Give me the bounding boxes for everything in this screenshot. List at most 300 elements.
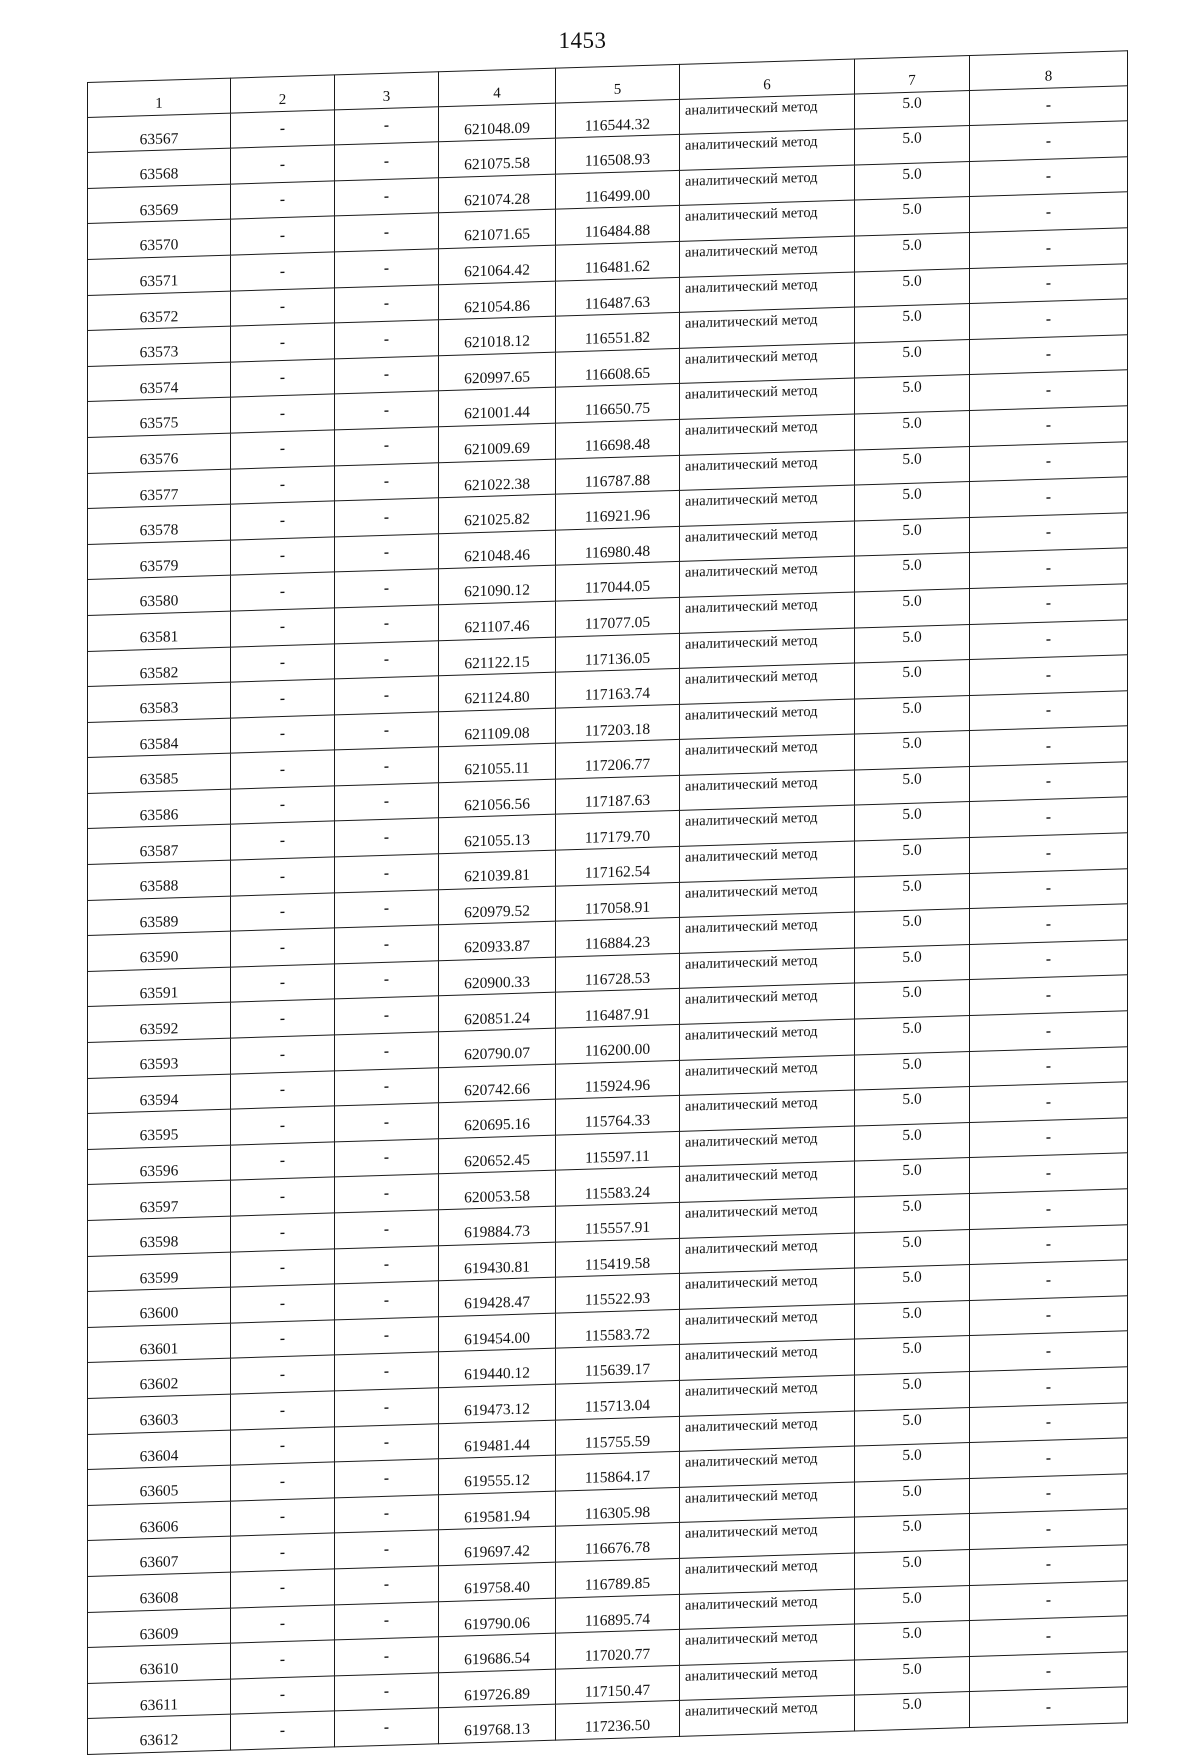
column-8-cell: - xyxy=(970,441,1128,481)
method-cell: аналитический метод xyxy=(680,1197,855,1238)
point-number-cell: 63612 xyxy=(88,1714,231,1754)
y-coordinate-cell: 116305.98 xyxy=(556,1487,680,1526)
column-3-cell: - xyxy=(335,178,439,217)
method-cell: аналитический метод xyxy=(680,948,855,989)
x-coordinate-cell: 621018.12 xyxy=(439,316,556,355)
accuracy-cell: 5.0 xyxy=(855,446,970,485)
point-number-cell: 63608 xyxy=(88,1572,231,1612)
x-coordinate-cell: 619430.81 xyxy=(439,1242,556,1281)
column-3-cell: - xyxy=(335,605,439,644)
column-header: 4 xyxy=(439,68,556,106)
point-number-cell: 63584 xyxy=(88,718,231,758)
y-coordinate-cell: 116487.63 xyxy=(556,277,680,316)
point-number-cell: 63573 xyxy=(88,326,231,366)
accuracy-cell: 5.0 xyxy=(855,410,970,449)
y-coordinate-cell: 115583.24 xyxy=(556,1167,680,1206)
accuracy-cell: 5.0 xyxy=(855,766,970,805)
x-coordinate-cell: 619481.44 xyxy=(439,1420,556,1459)
column-2-cell: - xyxy=(231,394,335,433)
column-3-cell: - xyxy=(335,356,439,395)
accuracy-cell: 5.0 xyxy=(855,1621,970,1660)
x-coordinate-cell: 621074.28 xyxy=(439,174,556,213)
column-3-cell: - xyxy=(335,925,439,964)
point-number-cell: 63570 xyxy=(88,219,231,259)
column-3-cell: - xyxy=(335,1174,439,1213)
method-cell: аналитический метод xyxy=(680,165,855,206)
column-2-cell: - xyxy=(231,572,335,611)
column-3-cell: - xyxy=(335,1139,439,1178)
accuracy-cell: 5.0 xyxy=(855,304,970,343)
method-cell: аналитический метод xyxy=(680,129,855,170)
column-header: 5 xyxy=(556,64,680,102)
column-2-cell: - xyxy=(231,216,335,255)
accuracy-cell: 5.0 xyxy=(855,838,970,877)
column-3-cell: - xyxy=(335,142,439,181)
column-8-cell: - xyxy=(970,228,1128,268)
column-8-cell: - xyxy=(970,1616,1128,1656)
accuracy-cell: 5.0 xyxy=(855,944,970,983)
y-coordinate-cell: 117163.74 xyxy=(556,668,680,707)
method-cell: аналитический метод xyxy=(680,94,855,135)
y-coordinate-cell: 116551.82 xyxy=(556,313,680,352)
x-coordinate-cell: 620652.45 xyxy=(439,1135,556,1174)
y-coordinate-cell: 116698.48 xyxy=(556,419,680,458)
column-8-cell: - xyxy=(970,1118,1128,1158)
page-number: 1453 xyxy=(558,28,607,53)
point-number-cell: 63582 xyxy=(88,647,231,687)
column-2-cell: - xyxy=(231,1676,335,1715)
point-number-cell: 63604 xyxy=(88,1430,231,1470)
column-2-cell: - xyxy=(231,430,335,469)
table-body xyxy=(88,85,1128,1754)
column-3-cell: - xyxy=(335,889,439,928)
column-3-cell: - xyxy=(335,783,439,822)
column-2-cell: - xyxy=(231,1320,335,1359)
column-8-cell: - xyxy=(970,762,1128,802)
column-3-cell: - xyxy=(335,213,439,252)
accuracy-cell: 5.0 xyxy=(855,731,970,770)
accuracy-cell: 5.0 xyxy=(855,802,970,841)
y-coordinate-cell: 117187.63 xyxy=(556,775,680,814)
column-header: 2 xyxy=(231,75,335,113)
column-8-cell: - xyxy=(970,1082,1128,1122)
method-cell: аналитический метод xyxy=(680,485,855,526)
accuracy-cell: 5.0 xyxy=(855,197,970,236)
column-8-cell: - xyxy=(970,263,1128,303)
point-number-cell: 63611 xyxy=(88,1679,231,1719)
point-number-cell: 63596 xyxy=(88,1145,231,1185)
column-8-cell: - xyxy=(970,1473,1128,1513)
method-cell: аналитический метод xyxy=(680,1660,855,1701)
column-2-cell: - xyxy=(231,1391,335,1430)
column-header: 1 xyxy=(88,78,231,117)
method-cell: аналитический метод xyxy=(680,1304,855,1345)
x-coordinate-cell: 621090.12 xyxy=(439,565,556,604)
column-8-cell: - xyxy=(970,1367,1128,1407)
method-cell: аналитический метод xyxy=(680,272,855,313)
y-coordinate-cell: 115419.58 xyxy=(556,1238,680,1277)
x-coordinate-cell: 621056.56 xyxy=(439,779,556,818)
column-3-cell: - xyxy=(335,1210,439,1249)
column-2-cell: - xyxy=(231,145,335,184)
x-coordinate-cell: 619758.40 xyxy=(439,1562,556,1601)
x-coordinate-cell: 621107.46 xyxy=(439,601,556,640)
accuracy-cell: 5.0 xyxy=(855,660,970,699)
column-3-cell: - xyxy=(335,391,439,430)
column-2-cell: - xyxy=(231,1569,335,1608)
point-number-cell: 63603 xyxy=(88,1394,231,1434)
method-cell: аналитический метод xyxy=(680,1482,855,1523)
accuracy-cell: 5.0 xyxy=(855,1585,970,1624)
x-coordinate-cell: 619686.54 xyxy=(439,1633,556,1672)
y-coordinate-cell: 117077.05 xyxy=(556,597,680,636)
y-coordinate-cell: 116508.93 xyxy=(556,135,680,174)
column-8-cell: - xyxy=(970,904,1128,944)
column-2-cell: - xyxy=(231,715,335,754)
column-8-cell: - xyxy=(970,1011,1128,1051)
point-number-cell: 63568 xyxy=(88,148,231,188)
method-cell: аналитический метод xyxy=(680,663,855,704)
column-2-cell: - xyxy=(231,1533,335,1572)
accuracy-cell: 5.0 xyxy=(855,1514,970,1553)
accuracy-cell: 5.0 xyxy=(855,375,970,414)
y-coordinate-cell: 116650.75 xyxy=(556,384,680,423)
column-8-cell: - xyxy=(970,726,1128,766)
column-2-cell: - xyxy=(231,1498,335,1537)
point-number-cell: 63606 xyxy=(88,1501,231,1541)
column-8-cell: - xyxy=(970,85,1128,125)
y-coordinate-cell: 116884.23 xyxy=(556,918,680,957)
x-coordinate-cell: 620695.16 xyxy=(439,1099,556,1138)
column-8-cell: - xyxy=(970,1153,1128,1193)
y-coordinate-cell: 116787.88 xyxy=(556,455,680,494)
y-coordinate-cell: 117162.54 xyxy=(556,846,680,885)
point-number-cell: 63594 xyxy=(88,1074,231,1114)
x-coordinate-cell: 621122.15 xyxy=(439,637,556,676)
column-8-cell: - xyxy=(970,121,1128,161)
column-3-cell: - xyxy=(335,1067,439,1106)
point-number-cell: 63586 xyxy=(88,789,231,829)
x-coordinate-cell: 620790.07 xyxy=(439,1028,556,1067)
column-2-cell: - xyxy=(231,465,335,504)
column-3-cell: - xyxy=(335,1423,439,1462)
accuracy-cell: 5.0 xyxy=(855,161,970,200)
column-8-cell: - xyxy=(970,833,1128,873)
y-coordinate-cell: 117044.05 xyxy=(556,562,680,601)
column-3-cell: - xyxy=(335,1708,439,1747)
x-coordinate-cell: 619440.12 xyxy=(439,1349,556,1388)
column-2-cell: - xyxy=(231,608,335,647)
x-coordinate-cell: 621039.81 xyxy=(439,850,556,889)
method-cell: аналитический метод xyxy=(680,806,855,847)
column-3-cell: - xyxy=(335,1459,439,1498)
column-3-cell: - xyxy=(335,569,439,608)
column-2-cell: - xyxy=(231,1355,335,1394)
point-number-cell: 63610 xyxy=(88,1643,231,1683)
point-number-cell: 63578 xyxy=(88,504,231,544)
method-cell: аналитический метод xyxy=(680,912,855,953)
method-cell: аналитический метод xyxy=(680,414,855,455)
accuracy-cell: 5.0 xyxy=(855,695,970,734)
x-coordinate-cell: 620997.65 xyxy=(439,352,556,391)
method-cell: аналитический метод xyxy=(680,699,855,740)
coordinates-table-wrapper xyxy=(87,50,1127,1755)
method-cell: аналитический метод xyxy=(680,877,855,918)
column-2-cell: - xyxy=(231,1106,335,1145)
column-8-cell: - xyxy=(970,1295,1128,1335)
y-coordinate-cell: 116921.96 xyxy=(556,491,680,530)
x-coordinate-cell: 619697.42 xyxy=(439,1527,556,1566)
x-coordinate-cell: 619428.47 xyxy=(439,1277,556,1316)
method-cell: аналитический метод xyxy=(680,1339,855,1380)
point-number-cell: 63588 xyxy=(88,860,231,900)
x-coordinate-cell: 621009.69 xyxy=(439,423,556,462)
y-coordinate-cell: 117136.05 xyxy=(556,633,680,672)
y-coordinate-cell: 115557.91 xyxy=(556,1202,680,1241)
x-coordinate-cell: 621055.13 xyxy=(439,815,556,854)
method-cell: аналитический метод xyxy=(680,1589,855,1630)
y-coordinate-cell: 116608.65 xyxy=(556,348,680,387)
column-3-cell: - xyxy=(335,106,439,145)
coordinates-table xyxy=(87,50,1128,1755)
point-number-cell: 63590 xyxy=(88,931,231,971)
column-2-cell: - xyxy=(231,1427,335,1466)
x-coordinate-cell: 619454.00 xyxy=(439,1313,556,1352)
method-cell: аналитический метод xyxy=(680,1553,855,1594)
accuracy-cell: 5.0 xyxy=(855,1443,970,1482)
column-3-cell: - xyxy=(335,1281,439,1320)
column-3-cell: - xyxy=(335,1032,439,1071)
column-2-cell: - xyxy=(231,821,335,860)
method-cell: аналитический метод xyxy=(680,1375,855,1416)
method-cell: аналитический метод xyxy=(680,1268,855,1309)
column-3-cell: - xyxy=(335,249,439,288)
column-3-cell: - xyxy=(335,1637,439,1676)
column-header: 3 xyxy=(335,72,439,110)
column-header: 8 xyxy=(970,51,1128,90)
point-number-cell: 63567 xyxy=(88,113,231,153)
x-coordinate-cell: 620742.66 xyxy=(439,1064,556,1103)
column-3-cell: - xyxy=(335,747,439,786)
method-cell: аналитический метод xyxy=(680,1019,855,1060)
method-cell: аналитический метод xyxy=(680,1446,855,1487)
method-cell: аналитический метод xyxy=(680,1161,855,1202)
column-3-cell: - xyxy=(335,284,439,323)
point-number-cell: 63587 xyxy=(88,825,231,865)
point-number-cell: 63581 xyxy=(88,611,231,651)
point-number-cell: 63605 xyxy=(88,1465,231,1505)
x-coordinate-cell: 620900.33 xyxy=(439,957,556,996)
accuracy-cell: 5.0 xyxy=(855,339,970,378)
method-cell: аналитический метод xyxy=(680,628,855,669)
method-cell: аналитический метод xyxy=(680,592,855,633)
x-coordinate-cell: 619473.12 xyxy=(439,1384,556,1423)
x-coordinate-cell: 621055.11 xyxy=(439,743,556,782)
column-8-cell: - xyxy=(970,940,1128,980)
accuracy-cell: 5.0 xyxy=(855,90,970,129)
point-number-cell: 63580 xyxy=(88,575,231,615)
column-8-cell: - xyxy=(970,584,1128,624)
column-8-cell: - xyxy=(970,1402,1128,1442)
method-cell: аналитический метод xyxy=(680,343,855,384)
column-2-cell: - xyxy=(231,928,335,967)
point-number-cell: 63600 xyxy=(88,1287,231,1327)
column-header: 7 xyxy=(855,56,970,94)
x-coordinate-cell: 620979.52 xyxy=(439,886,556,925)
accuracy-cell: 5.0 xyxy=(855,1478,970,1517)
accuracy-cell: 5.0 xyxy=(855,233,970,272)
accuracy-cell: 5.0 xyxy=(855,1122,970,1161)
x-coordinate-cell: 620933.87 xyxy=(439,921,556,960)
column-8-cell: - xyxy=(970,868,1128,908)
point-number-cell: 63595 xyxy=(88,1109,231,1149)
point-number-cell: 63575 xyxy=(88,397,231,437)
accuracy-cell: 5.0 xyxy=(855,1194,970,1233)
y-coordinate-cell: 117236.50 xyxy=(556,1701,680,1740)
column-8-cell: - xyxy=(970,655,1128,695)
column-8-cell: - xyxy=(970,406,1128,446)
column-3-cell: - xyxy=(335,1495,439,1534)
accuracy-cell: 5.0 xyxy=(855,588,970,627)
point-number-cell: 63602 xyxy=(88,1358,231,1398)
y-coordinate-cell: 116980.48 xyxy=(556,526,680,565)
column-8-cell: - xyxy=(970,477,1128,517)
column-8-cell: - xyxy=(970,192,1128,232)
point-number-cell: 63607 xyxy=(88,1536,231,1576)
y-coordinate-cell: 116789.85 xyxy=(556,1558,680,1597)
method-cell: аналитический метод xyxy=(680,841,855,882)
column-header: 6 xyxy=(680,59,855,99)
column-2-cell: - xyxy=(231,893,335,932)
point-number-cell: 63572 xyxy=(88,291,231,331)
column-3-cell: - xyxy=(335,498,439,537)
column-8-cell: - xyxy=(970,797,1128,837)
column-8-cell: - xyxy=(970,1651,1128,1691)
accuracy-cell: 5.0 xyxy=(855,624,970,663)
column-2-cell: - xyxy=(231,1284,335,1323)
accuracy-cell: 5.0 xyxy=(855,1656,970,1695)
column-8-cell: - xyxy=(970,1260,1128,1300)
x-coordinate-cell: 619581.94 xyxy=(439,1491,556,1530)
method-cell: аналитический метод xyxy=(680,521,855,562)
y-coordinate-cell: 117020.77 xyxy=(556,1630,680,1669)
point-number-cell: 63598 xyxy=(88,1216,231,1256)
accuracy-cell: 5.0 xyxy=(855,1265,970,1304)
column-3-cell: - xyxy=(335,854,439,893)
accuracy-cell: 5.0 xyxy=(855,1229,970,1268)
x-coordinate-cell: 620851.24 xyxy=(439,993,556,1032)
method-cell: аналитический метод xyxy=(680,1624,855,1665)
column-2-cell: - xyxy=(231,323,335,362)
column-8-cell: - xyxy=(970,512,1128,552)
column-2-cell: - xyxy=(231,1604,335,1643)
x-coordinate-cell: 621025.82 xyxy=(439,494,556,533)
column-3-cell: - xyxy=(335,1352,439,1391)
method-cell: аналитический метод xyxy=(680,1695,855,1736)
y-coordinate-cell: 116728.53 xyxy=(556,953,680,992)
column-3-cell: - xyxy=(335,1388,439,1427)
column-8-cell: - xyxy=(970,1509,1128,1549)
column-8-cell: - xyxy=(970,1331,1128,1371)
column-3-cell: - xyxy=(335,1601,439,1640)
point-number-cell: 63589 xyxy=(88,896,231,936)
x-coordinate-cell: 621109.08 xyxy=(439,708,556,747)
accuracy-cell: 5.0 xyxy=(855,268,970,307)
column-3-cell: - xyxy=(335,676,439,715)
column-8-cell: - xyxy=(970,299,1128,339)
column-3-cell: - xyxy=(335,1672,439,1711)
method-cell: аналитический метод xyxy=(680,200,855,241)
column-2-cell: - xyxy=(231,537,335,576)
method-cell: аналитический метод xyxy=(680,1233,855,1274)
point-number-cell: 63599 xyxy=(88,1252,231,1292)
y-coordinate-cell: 115522.93 xyxy=(556,1274,680,1313)
point-number-cell: 63577 xyxy=(88,469,231,509)
point-number-cell: 63583 xyxy=(88,682,231,722)
method-cell: аналитический метод xyxy=(680,1090,855,1131)
method-cell: аналитический метод xyxy=(680,1517,855,1558)
column-3-cell: - xyxy=(335,961,439,1000)
accuracy-cell: 5.0 xyxy=(855,126,970,165)
y-coordinate-cell: 116481.62 xyxy=(556,241,680,280)
x-coordinate-cell: 619555.12 xyxy=(439,1455,556,1494)
point-number-cell: 63579 xyxy=(88,540,231,580)
method-cell: аналитический метод xyxy=(680,556,855,597)
y-coordinate-cell: 116544.32 xyxy=(556,99,680,138)
point-number-cell: 63576 xyxy=(88,433,231,473)
method-cell: аналитический метод xyxy=(680,307,855,348)
x-coordinate-cell: 621054.86 xyxy=(439,281,556,320)
point-number-cell: 63585 xyxy=(88,753,231,793)
column-2-cell: - xyxy=(231,1462,335,1501)
accuracy-cell: 5.0 xyxy=(855,873,970,912)
column-8-cell: - xyxy=(970,1580,1128,1620)
column-2-cell: - xyxy=(231,1142,335,1181)
y-coordinate-cell: 117058.91 xyxy=(556,882,680,921)
column-2-cell: - xyxy=(231,643,335,682)
column-3-cell: - xyxy=(335,462,439,501)
column-8-cell: - xyxy=(970,334,1128,374)
column-2-cell: - xyxy=(231,1035,335,1074)
x-coordinate-cell: 621048.46 xyxy=(439,530,556,569)
column-8-cell: - xyxy=(970,975,1128,1015)
x-coordinate-cell: 621075.58 xyxy=(439,138,556,177)
column-3-cell: - xyxy=(335,1566,439,1605)
x-coordinate-cell: 619768.13 xyxy=(439,1704,556,1743)
column-3-cell: - xyxy=(335,1245,439,1284)
y-coordinate-cell: 115924.96 xyxy=(556,1060,680,1099)
column-2-cell: - xyxy=(231,1711,335,1750)
column-8-cell: - xyxy=(970,1545,1128,1585)
column-3-cell: - xyxy=(335,711,439,750)
column-8-cell: - xyxy=(970,1224,1128,1264)
column-2-cell: - xyxy=(231,501,335,540)
column-2-cell: - xyxy=(231,110,335,149)
method-cell: аналитический метод xyxy=(680,450,855,491)
column-2-cell: - xyxy=(231,1213,335,1252)
column-8-cell: - xyxy=(970,1189,1128,1229)
point-number-cell: 63591 xyxy=(88,967,231,1007)
point-number-cell: 63609 xyxy=(88,1608,231,1648)
column-3-cell: - xyxy=(335,1103,439,1142)
column-2-cell: - xyxy=(231,288,335,327)
column-2-cell: - xyxy=(231,1071,335,1110)
y-coordinate-cell: 115764.33 xyxy=(556,1096,680,1135)
y-coordinate-cell: 116487.91 xyxy=(556,989,680,1028)
accuracy-cell: 5.0 xyxy=(855,1549,970,1588)
accuracy-cell: 5.0 xyxy=(855,517,970,556)
y-coordinate-cell: 116895.74 xyxy=(556,1594,680,1633)
